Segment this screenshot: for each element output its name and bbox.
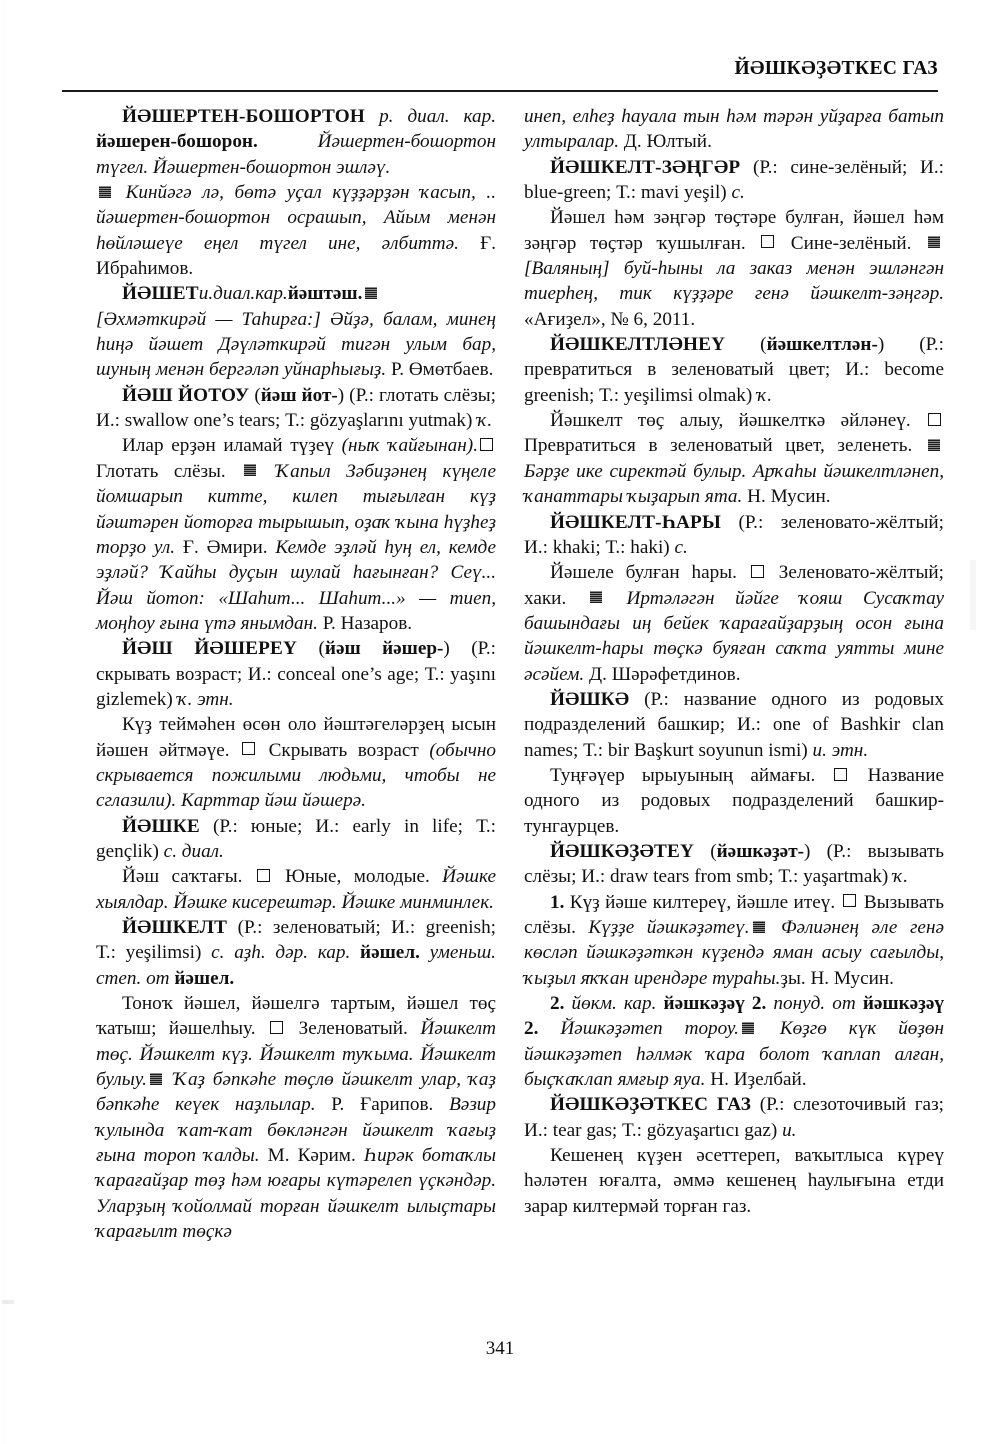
entry-headword: ЙӘШКЕЛТЛӘНЕҮ: [550, 334, 726, 356]
entry-headword: ЙӘШКЕЛТ-ЗӘҢГӘР: [550, 156, 741, 178]
entry-headword: ЙӘШЕТ: [122, 283, 199, 305]
dictionary-entry: [524, 155, 944, 206]
entry-text: Глотать слёзы.: [96, 460, 242, 482]
filled-square-marker-icon: [150, 1073, 162, 1085]
entry-italic-text: Вәзир ҡулында ҡат-ҡат бөкләнгән йәшкелт ҡағыҙ ғына тороп ҡалды.: [96, 1094, 496, 1167]
entry-sense-paragraph: [96, 864, 496, 915]
entry-italic-text: Һирәк ботаҡлы ҡарағайҙар төҙ һәм юғары күтәрелеп үҫкәндәр. Уларҙың ҡойолмай торған йәшкелт ылыҫтары ҡарағылт төҫкә: [96, 1145, 496, 1243]
entry-italic-text: Бәрҙе ике сиректәй булыр. Арҡаһы йәшкелтләнеп, ҡанаттары ҡыҙарып ята.: [524, 460, 944, 508]
entry-italic-text: Фәлиәнең әле генә көсләп йәшкәҙәткән күҙендә яман асыу сағылды, ҡыҙыл яҡҡан ирендәре тураһы.: [524, 917, 944, 989]
entry-text: Туңғәүер ырыуының аймағы.: [550, 764, 833, 786]
hollow-square-marker-icon: [270, 1021, 283, 1034]
entry-text: Йәшеле булған һары.: [550, 562, 749, 584]
entry-italic-text: с. аҙһ. дәр. кар.: [211, 942, 361, 964]
entry-text: Р. Назаров.: [317, 612, 413, 634]
hollow-square-marker-icon: [843, 894, 856, 907]
entry-italic-text: Күҙҙе йәшкәҙәтеү.: [588, 917, 750, 938]
entry-text: Д. Шәрәфетдинов.: [584, 663, 741, 685]
entry-italic-text: уменьш. степ. от: [96, 942, 496, 989]
entry-text: (Р.: название одного из родовых подразделений башкир; И.: one of Bashkir clan names; Т.: bir Başkurt soyunun ismi): [524, 688, 944, 761]
entry-italic-text: инеп, елһеҙ һауала тын һәм тәрән уйҙарға батып ултыралар.: [524, 106, 944, 153]
dictionary-entry: [524, 687, 944, 763]
entry-text: (: [249, 384, 261, 406]
entry-text: Зеленовато-жёлтый; хаки.: [524, 562, 944, 609]
entry-italic-text: ҡ.: [893, 866, 909, 888]
entry-bold-text: йәшел.: [360, 942, 420, 964]
entry-bold-text: йәшкәҙәү 2.: [524, 993, 945, 1040]
entry-text: М. Кәрим.: [259, 1145, 364, 1167]
entry-text: Ғ. Ибраһимов.: [96, 232, 497, 280]
entry-text: Н. Мусин.: [742, 486, 831, 508]
entry-italic-text: [Әхмәткирәй — Таһирға:] Әйҙә, балам, минең һиңә йәшет Дәүләткирәй тигән улым бар, шуның менән бергәләп уйнарһығыҙ.: [96, 308, 496, 381]
entry-text: Р. Ғарипов.: [315, 1094, 450, 1116]
entry-headword: ЙӘШ ЙӘШЕРЕҮ: [122, 638, 298, 660]
dictionary-entry: [96, 281, 496, 382]
entry-headword: ЙӘШКӘҘӘТЕҮ: [550, 840, 695, 862]
entry-headword: ЙӘШКӘ: [550, 688, 630, 710]
entry-text: Күҙ йәше килтереү, йәшле итеү.: [564, 891, 841, 913]
dictionary-entry: [524, 1092, 944, 1143]
entry-sense-paragraph: [524, 408, 944, 509]
scan-edge-artifact: [0, 0, 7, 1444]
entry-italic-text: понуд. от: [766, 993, 863, 1015]
scan-speck: [2, 1300, 14, 1304]
filled-square-marker-icon: [244, 464, 256, 476]
entry-text: (Р.: юные; И.: early in life; Т.: gençlik): [96, 815, 496, 862]
entry-bold-text: йәшкелтлән-: [766, 334, 878, 356]
entry-text: Д. Юлтый.: [619, 131, 712, 153]
entry-text: Превратиться в зеленоватый цвет, зеленеть.: [524, 435, 925, 457]
entry-italic-text: [Валяның] буй-һыны ла заказ менән эшләнгән тиерһең, тик күҙҙәре генә йәшкелт-зәңгәр.: [524, 258, 944, 305]
entry-headword: ЙӘШКӘҘӘТКЕС ГАЗ: [550, 1094, 752, 1116]
running-head: ЙӘШКӘҘӘТКЕС ГАЗ: [734, 58, 938, 79]
entry-italic-text: ҡ.: [757, 384, 773, 406]
filled-square-marker-icon: [928, 236, 940, 248]
entry-italic-text: Көҙгө күк йөҙөн йәшкәҙәтеп һәлмәк ҡара болот ҡаплап алған, быҫҡаҡлап ямғыр яуа.: [524, 1018, 944, 1091]
entry-text: Йәш саҡтағы.: [122, 866, 255, 888]
dictionary-entry: [524, 332, 944, 408]
filled-square-marker-icon: [928, 439, 940, 451]
entry-text: (: [725, 334, 767, 356]
entry-headword: ЙӘШКЕ: [122, 815, 200, 837]
entry-text: Ғ. Әмири.: [175, 536, 276, 558]
entry-sense-paragraph: [96, 991, 496, 1244]
entry-sense-paragraph: [524, 763, 944, 839]
entry-italic-text: Иртәләгән йәйге ҡояш Сусаҡтау башындағы иң бейек ҡарағайҙарҙың осон ғына йәшкелт-һары төҫкә буяған саҡта уятты мине әсәйем.: [524, 587, 944, 685]
entry-text: Р. Өмөтбаев.: [386, 359, 494, 381]
entry-sense-paragraph: [524, 1143, 944, 1219]
entry-text: (Р.: зеленоватый; И.: greenish; Т.: yeşilimsi): [96, 917, 496, 964]
entry-headword: ЙӘШ ЙОТОУ: [122, 384, 250, 406]
entry-bold-text: йәштәш.: [287, 283, 363, 305]
hollow-square-marker-icon: [257, 869, 270, 882]
entry-text: (Р.: сине-зелёный; И.: blue-green; Т.: mavi yeşil): [524, 156, 944, 204]
entry-italic-text: Ҡапыл Зәбиҙәнең күңеле йомшарып китте, килеп тығылған күҙ йәштәрен йоторға тырышып, оҙаҡ ҡына һүҙһеҙ торҙо ул.: [96, 460, 496, 558]
scan-speck: [970, 560, 976, 630]
entry-text: (: [297, 638, 325, 660]
hollow-square-marker-icon: [751, 565, 764, 578]
entry-text: Йәшкелт төҫ алыу, йәшкелткә әйләнеү.: [550, 410, 926, 432]
entry-bold-text: йәшел.: [174, 967, 235, 989]
entry-text: Илар ерҙән иламай түҙеү: [122, 435, 342, 457]
entry-headword: ЙӘШКЕЛТ: [122, 917, 228, 938]
dictionary-entry: [96, 104, 496, 180]
entry-text: Сине-зелёный.: [777, 232, 926, 254]
entry-text: (: [694, 840, 717, 862]
entry-text: ҙы. Н. Мусин.: [780, 967, 894, 989]
entry-italic-text: и.: [782, 1119, 797, 1141]
entry-bold-text: йәш йот-: [260, 384, 338, 406]
entry-text: ) (Р.: превратиться в зеленоватый цвет; И.: become greenish; Т.: yeşilimsi olmak): [524, 334, 944, 406]
entry-headword: ЙӘШЕРТЕН-БОШОРТОН: [122, 106, 366, 127]
entry-italic-text: Ҡаҙ бәпкәһе төҫлө йәшкелт улар, ҡаҙ бәпкәһе кеүек наҙлылар.: [96, 1069, 496, 1116]
header-rule: [62, 90, 938, 92]
entry-text: Зеленоватый.: [286, 1018, 421, 1040]
right-column: [524, 104, 944, 1244]
entry-italic-text: с.: [731, 182, 745, 204]
page-number: 341: [485, 1338, 515, 1359]
entry-italic-text: Кемде эҙләй һуң ел, кемде эҙләй? Ҡайһы дуҫын шулай һағынған? Сеү... Йәш йотоп: «Шаһит... Шаһит...» — тиеп, моңһоу ғына үтә янымдан.: [96, 536, 496, 634]
entry-italic-text: Йәшертен-бошортон түгел. Йәшертен-бошортон эшләү.: [96, 131, 496, 178]
entry-italic-text: йөкм. кар.: [564, 993, 664, 1015]
entry-italic-text: Йәшкелт төҫ. Йәшкелт күҙ. Йәшкелт туҡыма. Йәшкелт булыу.: [96, 1018, 496, 1091]
entry-sense-paragraph: [524, 104, 944, 155]
entry-text: (Р.: зеленовато-жёлтый; И.: khaki; Т.: haki): [524, 511, 944, 558]
entry-sense-paragraph: [524, 205, 944, 332]
dictionary-entry: [96, 636, 496, 712]
dictionary-entry: [96, 383, 496, 434]
filled-square-marker-icon: [590, 591, 602, 603]
hollow-square-marker-icon: [928, 413, 941, 426]
entry-text: ) (Р.: глотать слёзы; И.: swallow one’s tears; Т.: gözyaşlarını yutmak): [96, 384, 497, 432]
entry-italic-text: ҡ.: [477, 410, 493, 432]
entry-bold-text: йәшерен-бошорон.: [96, 131, 258, 153]
hollow-square-marker-icon: [761, 235, 774, 248]
dictionary-entry: [524, 839, 944, 890]
entry-text: (Р.: слезоточивый газ; И.: tear gas; Т.: gözyaşartıcı gaz): [524, 1094, 944, 1141]
entry-italic-text: и.диал.кар.: [198, 283, 288, 305]
dictionary-entry: [96, 915, 496, 991]
entry-italic-text: (ныҡ ҡайғынан).: [341, 435, 478, 457]
entry-italic-text: р. диал. кар.: [365, 106, 496, 127]
entry-text: Тоноҡ йәшел, йәшелгә тартым, йәшел төҫ ҡатыш; йәшелһыу.: [96, 993, 496, 1040]
entry-bold-text: йәш йәшер-: [324, 638, 444, 660]
entry-text: Күҙ теймәһен өсөн оло йәштәгеләрҙең ысын йәшен әйтмәүе.: [96, 714, 496, 761]
entry-italic-text: с. диал.: [163, 840, 224, 862]
filled-square-marker-icon: [753, 921, 765, 933]
entry-bold-text: 1.: [550, 891, 565, 913]
column-container: [96, 104, 945, 1244]
entry-text: Н. Иҙелбай.: [705, 1069, 807, 1091]
entry-italic-text: Йәшкәҙәтеп тороу.: [538, 1018, 739, 1040]
entry-sense-paragraph: [524, 890, 944, 991]
entry-italic-text: Кинйәгә лә, бөтә уҫал күҙҙәрҙән ҡасып, .. йәшертен-бошортон осрашып, Айым менән һөйләшеүе еңел түгел ине, әлбиттә.: [96, 182, 496, 254]
entry-sense-paragraph: [96, 433, 496, 636]
entry-text: Кешенең күҙен әсеттереп, ваҡытлыса күреү һәләтен юғалта, әммә кешенең һаулығына етди зарар килтермәй торған газ.: [524, 1145, 944, 1217]
hollow-square-marker-icon: [242, 742, 255, 755]
entry-bold-text: йәшкәҙәү 2.: [663, 993, 767, 1015]
entry-sense-paragraph: [96, 180, 496, 281]
entry-text: Название одного из родовых подразделений башкир-тунгаурцев.: [524, 764, 944, 837]
entry-headword: ЙӘШКЕЛТ-ҺАРЫ: [550, 511, 722, 533]
entry-text: Йәшел һәм зәңгәр төҫтәре булған, йәшел һәм зәңгәр төҫтәр ҡушылған.: [524, 207, 944, 254]
left-column: [96, 104, 496, 1244]
entry-italic-text: и. этн.: [812, 739, 869, 761]
filled-square-marker-icon: [99, 186, 111, 198]
entry-text: Юные, молодые.: [272, 866, 443, 888]
dictionary-entry: [96, 814, 496, 865]
entry-bold-text: 2.: [550, 993, 565, 1015]
filled-square-marker-icon: [742, 1022, 754, 1034]
hollow-square-marker-icon: [480, 438, 493, 451]
entry-text: ) (Р.: скрывать возраст; И.: conceal one’s age; Т.: yaşını gizlemek): [96, 638, 496, 710]
hollow-square-marker-icon: [834, 768, 847, 781]
entry-italic-text: с.: [674, 536, 688, 558]
entry-text: «Ағиҙел», № 6, 2011.: [524, 308, 696, 330]
entry-italic-text: ҡ. этн.: [177, 688, 234, 710]
entry-sense-paragraph: [524, 560, 944, 687]
entry-text: ) (Р.: вызывать слёзы; И.: draw tears from smb; Т.: yaşartmak): [524, 840, 945, 888]
entry-italic-text: (обычно скрывается пожилыми людьми, чтобы не сглазили). Карттар йәш йәшерә.: [96, 739, 496, 812]
entry-bold-text: йәшкәҙәт-: [716, 840, 805, 862]
filled-square-marker-icon: [365, 287, 377, 299]
entry-text: Вызывать слёзы.: [524, 891, 945, 938]
entry-italic-text: Йәшке хыялдар. Йәшке кисерештәр. Йәшке минминлек.: [96, 866, 496, 913]
dictionary-entry: [524, 510, 944, 561]
entry-sense-paragraph: [524, 991, 944, 1092]
entry-sense-paragraph: [96, 712, 496, 813]
entry-text: Скрывать возраст: [258, 739, 430, 761]
